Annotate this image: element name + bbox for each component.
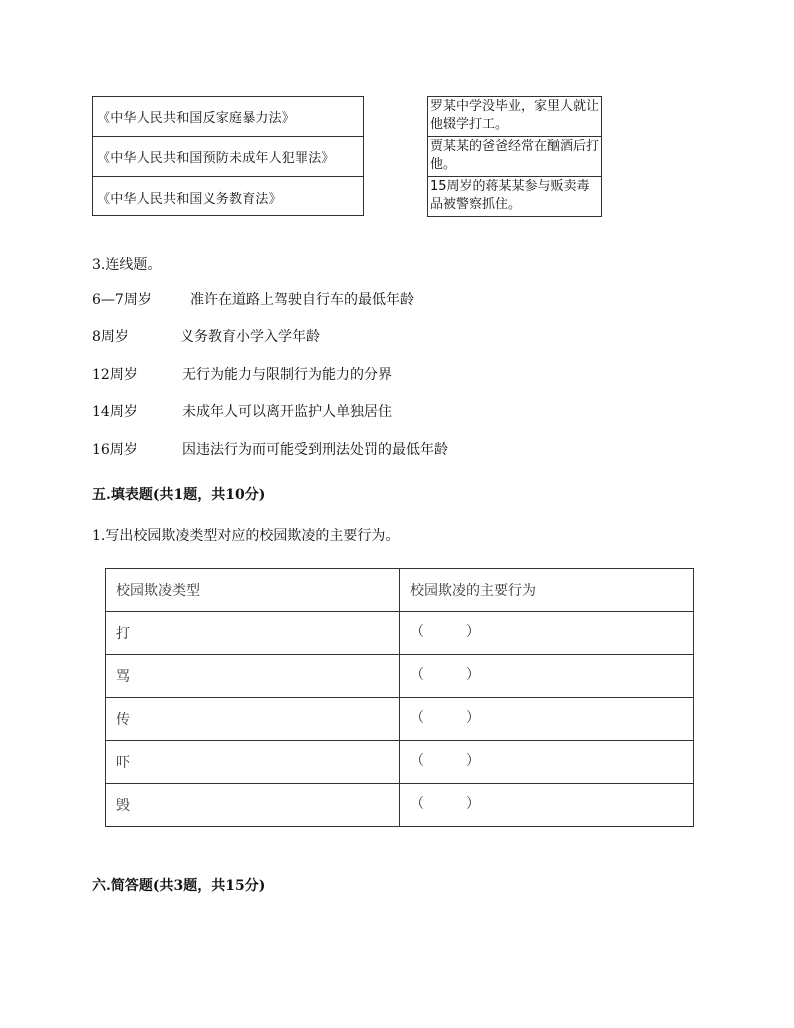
bullying-type: 骂 [106, 655, 400, 698]
match-age: 8周岁 [92, 329, 129, 345]
question-3-title: 3.连线题。 [92, 257, 162, 273]
bullying-type: 毁 [106, 784, 400, 827]
bullying-type: 传 [106, 698, 400, 741]
bullying-type: 吓 [106, 741, 400, 784]
law-item: 《中华人民共和国反家庭暴力法》 [93, 97, 363, 137]
bullying-type: 打 [106, 612, 400, 655]
match-description: 准许在道路上驾驶自行车的最低年龄 [190, 292, 414, 308]
table-row [106, 741, 694, 784]
match-description: 无行为能力与限制行为能力的分界 [182, 367, 392, 383]
answer-blank: （ ） [410, 624, 480, 640]
table-header-row [106, 569, 694, 612]
table-row [106, 698, 694, 741]
match-description: 未成年人可以离开监护人单独居住 [182, 404, 392, 420]
cases-box [427, 96, 602, 217]
answer-blank: （ ） [410, 796, 480, 812]
match-age: 12周岁 [92, 367, 138, 383]
match-age: 16周岁 [92, 442, 138, 458]
answer-cell[interactable] [400, 698, 694, 741]
table-row [106, 612, 694, 655]
section-5-question: 1.写出校园欺凌类型对应的校园欺凌的主要行为。 [92, 528, 400, 544]
answer-blank: （ ） [410, 753, 480, 769]
answer-blank: （ ） [410, 710, 480, 726]
answer-cell[interactable] [400, 741, 694, 784]
answer-blank: （ ） [410, 667, 480, 683]
laws-box [92, 96, 364, 216]
law-item: 《中华人民共和国义务教育法》 [97, 191, 282, 207]
answer-cell[interactable] [400, 784, 694, 827]
match-description: 因违法行为而可能受到刑法处罚的最低年龄 [182, 442, 448, 458]
section-5-title: 五.填表题(共1题，共10分) [92, 487, 266, 503]
table-row [106, 655, 694, 698]
law-item: 《中华人民共和国预防未成年人犯罪法》 [93, 137, 363, 177]
case-item: 贾某某的爸爸经常在酗酒后打他。 [428, 137, 601, 177]
match-description: 义务教育小学入学年龄 [180, 329, 320, 345]
bullying-table [105, 568, 694, 827]
match-age: 6—7周岁 [92, 292, 152, 308]
case-item: 15周岁的蒋某某参与贩卖毒品被警察抓住。 [430, 179, 590, 212]
case-item: 罗某中学没毕业，家里人就让他辍学打工。 [428, 97, 601, 137]
table-row [106, 784, 694, 827]
answer-cell[interactable] [400, 612, 694, 655]
column-header: 校园欺凌类型 [106, 569, 400, 612]
section-6-title: 六.简答题(共3题，共15分) [92, 878, 266, 894]
column-header: 校园欺凌的主要行为 [400, 569, 694, 612]
match-age: 14周岁 [92, 404, 138, 420]
answer-cell[interactable] [400, 655, 694, 698]
